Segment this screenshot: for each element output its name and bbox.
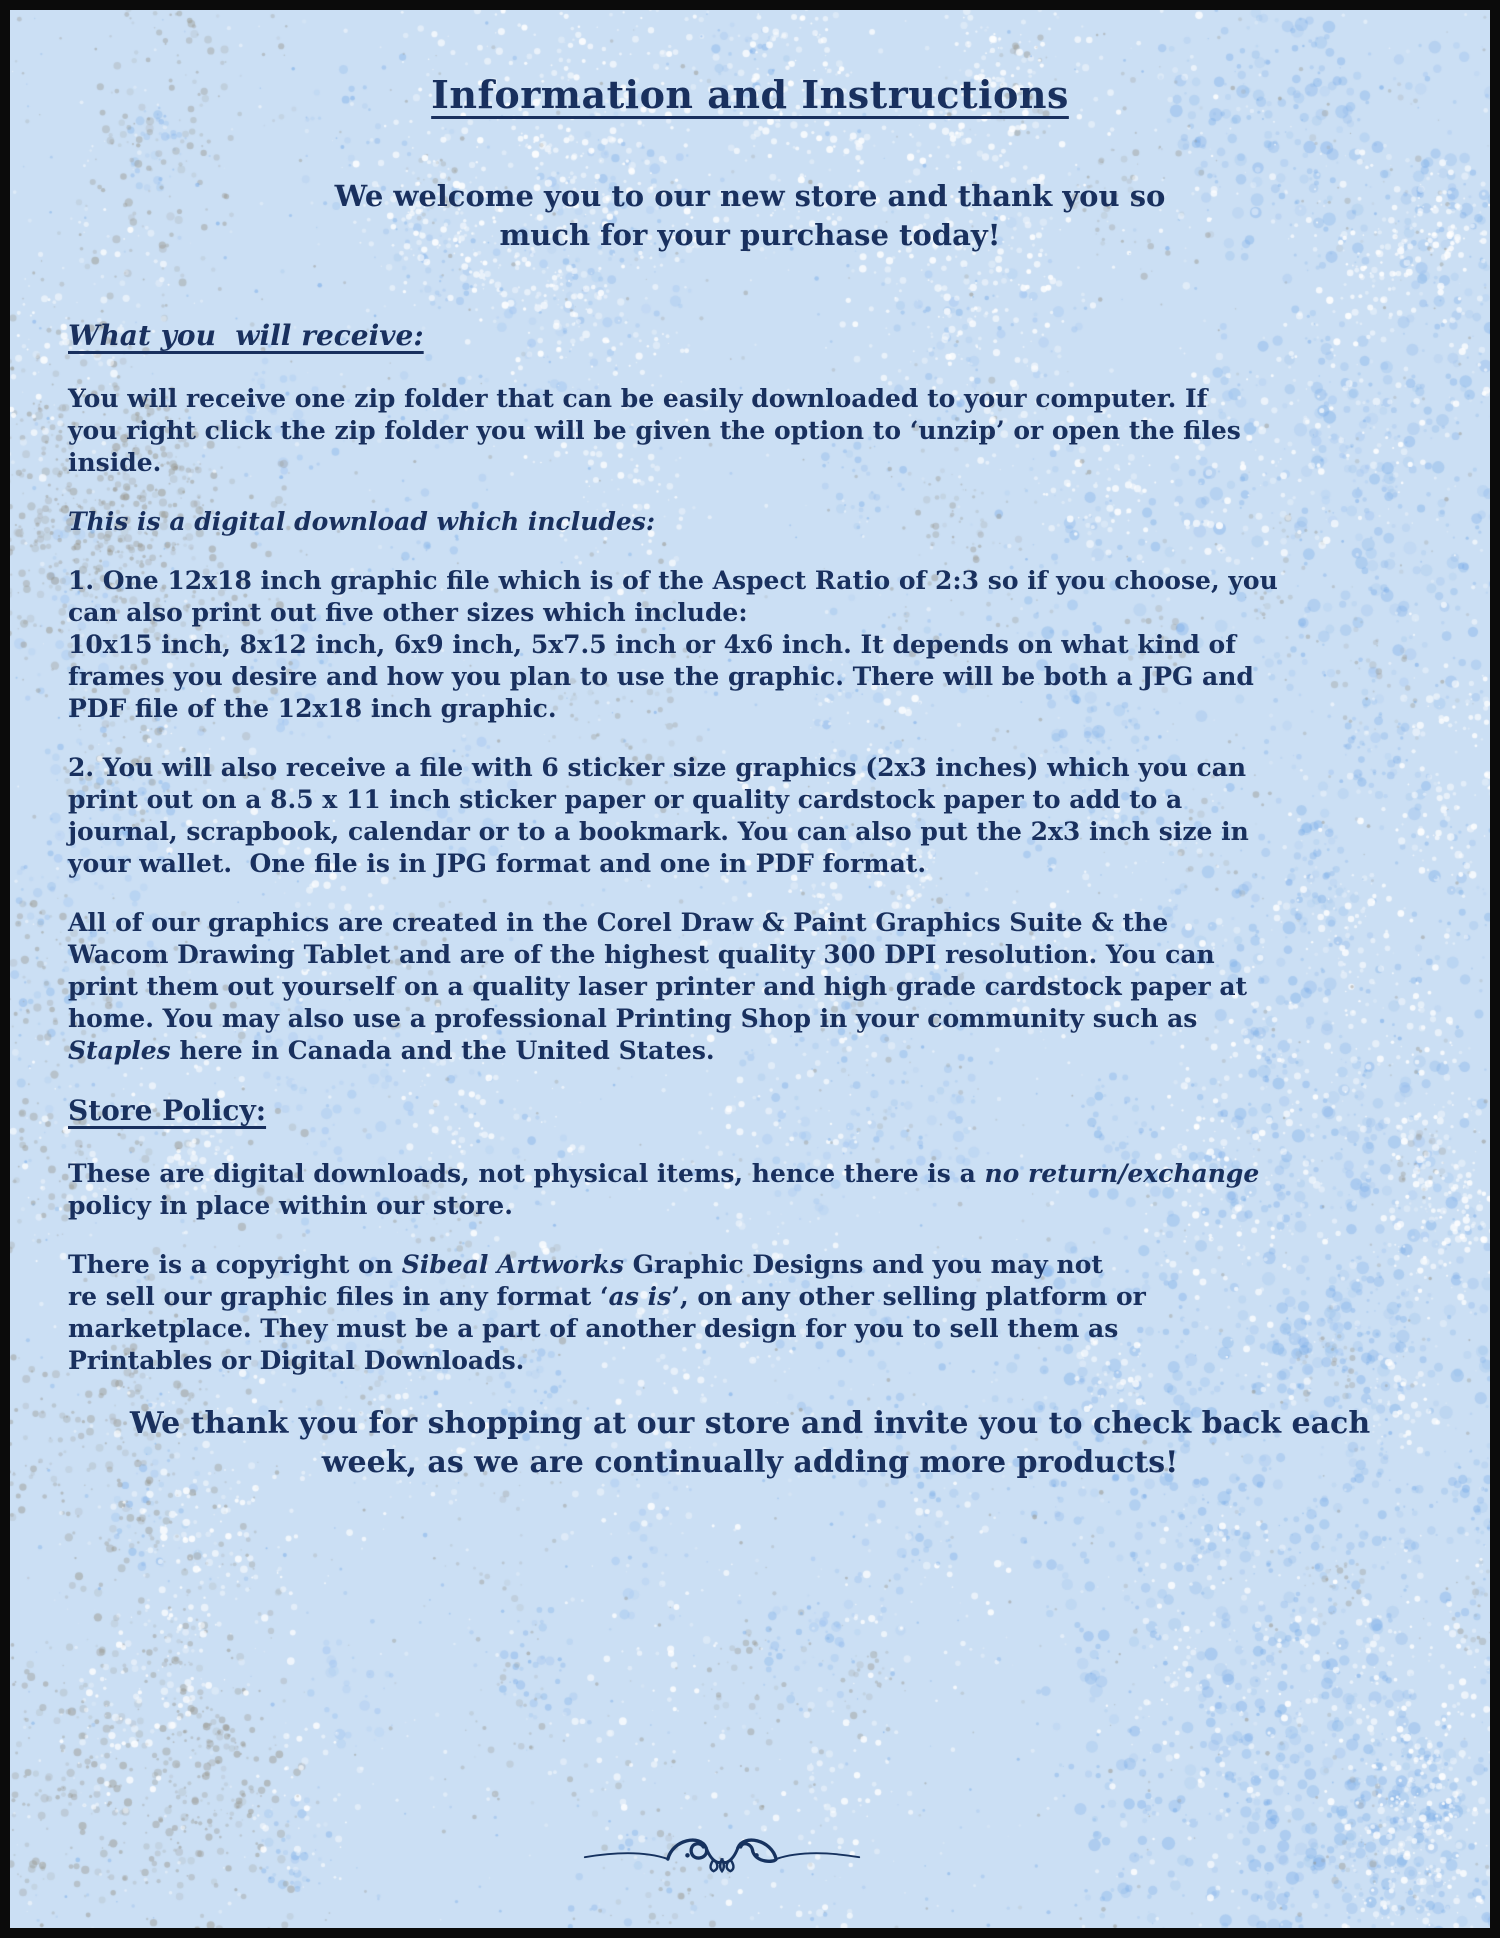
text-line: PDF file of the 12x18 inch graphic. — [68, 694, 557, 723]
text-line: All of our graphics are created in the Corel Draw & Paint Graphics Suite & the — [68, 908, 1169, 937]
section-heading — [68, 319, 1432, 353]
text-line: What you will receive: — [68, 319, 424, 352]
text-line: policy in place within our store. — [68, 1191, 513, 1220]
text-line: Staples here in Canada and the United States. — [68, 1036, 715, 1065]
paragraph — [68, 383, 1432, 479]
text-line: Wacom Drawing Tablet and are of the highest quality 300 DPI resolution. You can — [68, 940, 1215, 969]
text-line: your wallet. One file is in JPG format and one in PDF format. — [68, 849, 927, 878]
text-line: Store Policy: — [68, 1094, 267, 1127]
text-line: 10x15 inch, 8x12 inch, 6x9 inch, 5x7.5 inch or 4x6 inch. It depends on what kind of — [68, 630, 1236, 659]
text-line: Printables or Digital Downloads. — [68, 1346, 525, 1375]
text-line: can also print out five other sizes which include: — [68, 598, 748, 627]
text-line: print out on a 8.5 x 11 inch sticker paper or quality cardstock paper to add to a — [68, 785, 1183, 814]
paragraph — [68, 506, 1432, 538]
text-line: marketplace. They must be a part of another design for you to sell them as — [68, 1314, 1119, 1343]
paragraph — [68, 907, 1432, 1067]
text-line: home. You may also use a professional Printing Shop in your community such as — [68, 1004, 1198, 1033]
document-page — [10, 10, 1490, 1928]
swirl-divider-icon — [582, 1832, 862, 1888]
text-line: This is a digital download which includes: — [68, 507, 656, 536]
paragraph — [68, 1249, 1432, 1377]
welcome-line: We welcome you to our new store and thank you so — [334, 179, 1166, 213]
text-line: inside. — [68, 448, 162, 477]
text-line: you right click the zip folder you will be given the option to ‘unzip’ or open the files — [68, 416, 1241, 445]
text-line: You will receive one zip folder that can be easily downloaded to your computer. If — [68, 384, 1208, 413]
text-line: re sell our graphic files in any format ‘as is’, on any other selling platform or — [68, 1282, 1146, 1311]
body-content — [68, 319, 1432, 1377]
document-content — [10, 10, 1490, 1482]
text-line: 2. You will also receive a file with 6 sticker size graphics (2x3 inches) which you can — [68, 753, 1247, 782]
text-line: print them out yourself on a quality laser printer and high grade cardstock paper at — [68, 972, 1248, 1001]
text-line: These are digital downloads, not physical items, hence there is a no return/exchange — [68, 1159, 1260, 1188]
closing-line: We thank you for shopping at our store and invite you to check back each — [129, 1406, 1371, 1441]
closing-message — [68, 1404, 1432, 1482]
text-line: 1. One 12x18 inch graphic file which is of the Aspect Ratio of 2:3 so if you choose, you — [68, 566, 1278, 595]
text-line: There is a copyright on Sibeal Artworks Graphic Designs and you may not — [68, 1250, 1103, 1279]
text-line: journal, scrapbook, calendar or to a bookmark. You can also put the 2x3 inch size in — [68, 817, 1249, 846]
paragraph — [68, 1158, 1432, 1222]
welcome-message — [68, 177, 1432, 255]
page-title: Information and Instructions — [431, 72, 1069, 117]
section-heading — [68, 1094, 1432, 1128]
closing-line: week, as we are continually adding more products! — [321, 1445, 1179, 1480]
text-line: frames you desire and how you plan to use the graphic. There will be both a JPG and — [68, 662, 1254, 691]
welcome-line: much for your purchase today! — [499, 218, 1001, 252]
paragraph — [68, 565, 1432, 725]
paragraph — [68, 752, 1432, 880]
